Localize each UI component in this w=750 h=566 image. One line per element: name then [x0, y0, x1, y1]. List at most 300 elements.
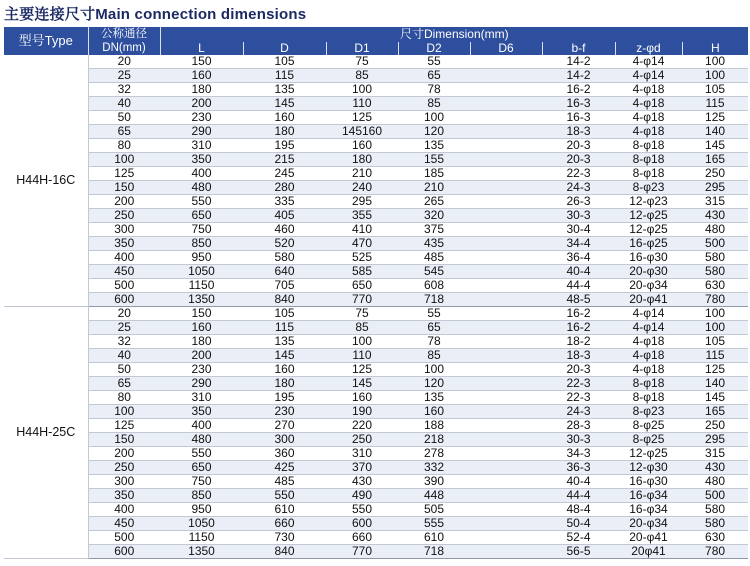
table-row	[4, 265, 748, 279]
table-cell: 160	[326, 391, 398, 405]
table-cell: 730	[243, 531, 326, 545]
table-cell	[470, 83, 542, 97]
table-cell	[470, 223, 542, 237]
table-cell: 135	[398, 139, 470, 153]
table-cell: 16-φ30	[615, 475, 682, 489]
table-cell: 12-φ25	[615, 447, 682, 461]
table-cell: 20-φ34	[615, 517, 682, 531]
table-cell: 8-φ23	[615, 181, 682, 195]
table-cell: 85	[326, 321, 398, 335]
column-header-b-f: b-f	[542, 42, 615, 55]
table-cell: 16-φ34	[615, 503, 682, 517]
table-cell: 18-3	[542, 349, 615, 363]
table-cell: 120	[398, 125, 470, 139]
table-cell: 332	[398, 461, 470, 475]
table-cell: 160	[243, 363, 326, 377]
table-cell: 580	[243, 251, 326, 265]
table-cell: 520	[243, 237, 326, 251]
table-cell: 20φ41	[615, 545, 682, 559]
table-cell: 295	[682, 433, 748, 447]
table-cell: 770	[326, 293, 398, 307]
table-cell: 125	[88, 167, 160, 181]
table-cell: 52-4	[542, 531, 615, 545]
table-cell: 24-3	[542, 405, 615, 419]
column-header-z-phi-d: z-φd	[615, 42, 682, 55]
table-cell: 230	[160, 363, 243, 377]
table-cell: 180	[326, 153, 398, 167]
table-cell: 580	[682, 265, 748, 279]
table-cell: 375	[398, 223, 470, 237]
table-cell	[470, 363, 542, 377]
table-cell: 430	[682, 209, 748, 223]
table-cell: 26-3	[542, 195, 615, 209]
table-cell: 145	[243, 97, 326, 111]
table-cell: 400	[160, 167, 243, 181]
table-cell: 585	[326, 265, 398, 279]
table-row	[4, 461, 748, 475]
table-cell: 24-3	[542, 181, 615, 195]
table-cell: 705	[243, 279, 326, 293]
table-cell: 600	[88, 545, 160, 559]
table-cell: 16-φ34	[615, 489, 682, 503]
table-cell: 430	[326, 475, 398, 489]
table-cell: 195	[243, 139, 326, 153]
table-cell: 18-2	[542, 335, 615, 349]
table-cell: 34-3	[542, 447, 615, 461]
table-cell: 750	[160, 223, 243, 237]
table-cell: 490	[326, 489, 398, 503]
table-cell: 400	[160, 419, 243, 433]
table-cell: 390	[398, 475, 470, 489]
table-cell	[470, 545, 542, 559]
table-cell: 295	[326, 195, 398, 209]
table-cell: 718	[398, 293, 470, 307]
table-cell: 100	[326, 83, 398, 97]
table-cell: 125	[326, 363, 398, 377]
table-cell: 12-φ25	[615, 209, 682, 223]
table-cell: 16-3	[542, 97, 615, 111]
table-cell: 22-3	[542, 167, 615, 181]
table-cell: 16-φ30	[615, 251, 682, 265]
table-cell: 780	[682, 293, 748, 307]
table-cell: 218	[398, 433, 470, 447]
type-cell: H44H-25C	[4, 307, 88, 559]
table-row	[4, 447, 748, 461]
dn-label-cn: 公称通径	[101, 28, 147, 40]
table-cell: 4-φ14	[615, 307, 682, 321]
table-cell: 485	[398, 251, 470, 265]
table-cell: 315	[682, 195, 748, 209]
table-cell: 640	[243, 265, 326, 279]
column-header-h: H	[682, 42, 748, 55]
table-cell: 100	[682, 307, 748, 321]
table-cell: 105	[243, 55, 326, 69]
table-cell: 65	[398, 321, 470, 335]
table-cell: 4-φ14	[615, 321, 682, 335]
table-cell: 550	[160, 447, 243, 461]
table-cell: 500	[682, 489, 748, 503]
table-cell: 115	[682, 97, 748, 111]
table-row	[4, 195, 748, 209]
table-cell: 660	[326, 531, 398, 545]
table-cell: 350	[88, 237, 160, 251]
table-cell: 230	[243, 405, 326, 419]
table-cell: 140	[682, 377, 748, 391]
column-header-d: D	[243, 42, 326, 55]
table-row	[4, 517, 748, 531]
table-cell: 160	[243, 111, 326, 125]
table-row	[4, 433, 748, 447]
table-row	[4, 335, 748, 349]
table-cell: 180	[243, 377, 326, 391]
table-cell: 220	[326, 419, 398, 433]
table-cell: 105	[243, 307, 326, 321]
table-cell: 16-2	[542, 83, 615, 97]
table-cell: 14-2	[542, 55, 615, 69]
table-cell: 145	[682, 139, 748, 153]
table-cell: 40	[88, 349, 160, 363]
table-cell: 190	[326, 405, 398, 419]
table-cell: 500	[88, 279, 160, 293]
table-cell: 22-3	[542, 377, 615, 391]
table-cell: 8-φ18	[615, 391, 682, 405]
table-cell: 470	[326, 237, 398, 251]
table-cell: 145	[682, 391, 748, 405]
table-cell: 125	[88, 419, 160, 433]
table-cell: 150	[160, 55, 243, 69]
table-cell: 4-φ18	[615, 111, 682, 125]
table-cell	[470, 461, 542, 475]
table-cell: 310	[160, 391, 243, 405]
table-cell: 160	[160, 69, 243, 83]
table-cell	[470, 349, 542, 363]
table-cell	[470, 111, 542, 125]
table-cell: 245	[243, 167, 326, 181]
table-cell: 75	[326, 55, 398, 69]
table-cell	[470, 55, 542, 69]
table-cell: 525	[326, 251, 398, 265]
table-cell: 400	[88, 503, 160, 517]
table-cell: 335	[243, 195, 326, 209]
table-cell: 545	[398, 265, 470, 279]
table-cell: 110	[326, 97, 398, 111]
table-cell: 250	[682, 167, 748, 181]
table-cell: 44-4	[542, 489, 615, 503]
table-cell	[470, 531, 542, 545]
table-cell: 250	[88, 461, 160, 475]
column-header-d1: D1	[326, 42, 398, 55]
table-cell: 1350	[160, 293, 243, 307]
table-cell: 100	[326, 335, 398, 349]
table-cell: 215	[243, 153, 326, 167]
table-cell: 75	[326, 307, 398, 321]
table-cell: 200	[160, 97, 243, 111]
table-cell: 20-3	[542, 139, 615, 153]
table-row	[4, 237, 748, 251]
table-cell: 580	[682, 517, 748, 531]
table-cell	[470, 153, 542, 167]
table-cell: 12-φ30	[615, 461, 682, 475]
table-cell: 505	[398, 503, 470, 517]
table-cell	[470, 139, 542, 153]
table-cell: 20	[88, 55, 160, 69]
table-cell: 32	[88, 83, 160, 97]
table-cell: 200	[88, 195, 160, 209]
table-row	[4, 181, 748, 195]
table-cell: 135	[243, 335, 326, 349]
table-cell: 20-φ34	[615, 279, 682, 293]
table-cell: 8-φ18	[615, 139, 682, 153]
table-cell: 210	[398, 181, 470, 195]
table-cell	[470, 307, 542, 321]
table-cell: 840	[243, 293, 326, 307]
table-cell: 100	[88, 153, 160, 167]
table-cell: 25	[88, 321, 160, 335]
table-cell: 315	[682, 447, 748, 461]
table-row	[4, 279, 748, 293]
table-cell: 600	[326, 517, 398, 531]
table-cell: 12-φ23	[615, 195, 682, 209]
table-cell: 295	[682, 181, 748, 195]
column-header-l: L	[160, 42, 243, 55]
table-cell: 610	[398, 531, 470, 545]
table-cell: 25	[88, 69, 160, 83]
table-row	[4, 97, 748, 111]
table-cell: 1050	[160, 265, 243, 279]
table-cell: 100	[682, 55, 748, 69]
table-cell: 125	[326, 111, 398, 125]
table-cell: 155	[398, 153, 470, 167]
table-cell: 65	[398, 69, 470, 83]
table-cell: 480	[682, 223, 748, 237]
table-cell: 350	[160, 153, 243, 167]
table-row	[4, 209, 748, 223]
table-cell: 30-3	[542, 433, 615, 447]
table-cell: 750	[160, 475, 243, 489]
table-cell	[470, 265, 542, 279]
table-cell: 100	[398, 111, 470, 125]
table-cell: 550	[243, 489, 326, 503]
table-cell: 250	[326, 433, 398, 447]
table-cell: 16-φ25	[615, 237, 682, 251]
table-body	[4, 55, 748, 559]
table-cell: 270	[243, 419, 326, 433]
table-row	[4, 293, 748, 307]
table-cell: 630	[682, 531, 748, 545]
table-row	[4, 377, 748, 391]
table-cell: 30-4	[542, 223, 615, 237]
table-cell: 8-φ18	[615, 153, 682, 167]
dimension-group-header: 尺寸Dimension(mm)	[160, 27, 748, 42]
table-row	[4, 55, 748, 69]
table-cell: 290	[160, 125, 243, 139]
table-cell: 630	[682, 279, 748, 293]
table-cell: 40	[88, 97, 160, 111]
table-cell: 16-3	[542, 111, 615, 125]
table-cell: 210	[326, 167, 398, 181]
table-row	[4, 405, 748, 419]
table-cell: 450	[88, 517, 160, 531]
table-cell: 1350	[160, 545, 243, 559]
table-cell: 125	[682, 363, 748, 377]
table-cell: 145	[326, 377, 398, 391]
table-cell	[470, 391, 542, 405]
table-cell: 20-3	[542, 153, 615, 167]
table-cell: 410	[326, 223, 398, 237]
table-cell: 660	[243, 517, 326, 531]
table-cell: 100	[88, 405, 160, 419]
table-cell: 115	[682, 349, 748, 363]
table-cell: 770	[326, 545, 398, 559]
table-cell: 180	[160, 335, 243, 349]
table-cell: 30-3	[542, 209, 615, 223]
table-cell: 485	[243, 475, 326, 489]
table-cell: 1050	[160, 517, 243, 531]
table-cell: 78	[398, 83, 470, 97]
table-cell: 265	[398, 195, 470, 209]
table-cell: 320	[398, 209, 470, 223]
table-cell: 250	[88, 209, 160, 223]
table-cell: 1150	[160, 531, 243, 545]
table-cell	[470, 209, 542, 223]
table-cell: 435	[398, 237, 470, 251]
table-row	[4, 363, 748, 377]
table-cell	[470, 181, 542, 195]
table-cell: 100	[398, 363, 470, 377]
table-cell: 8-φ25	[615, 433, 682, 447]
table-cell	[470, 195, 542, 209]
table-row	[4, 223, 748, 237]
table-cell: 600	[88, 293, 160, 307]
table-cell	[470, 447, 542, 461]
table-cell: 195	[243, 391, 326, 405]
table-cell: 185	[398, 167, 470, 181]
table-cell: 180	[160, 83, 243, 97]
table-cell: 300	[243, 433, 326, 447]
table-cell: 850	[160, 237, 243, 251]
table-cell	[470, 475, 542, 489]
table-cell: 65	[88, 125, 160, 139]
table-cell	[470, 321, 542, 335]
table-cell: 180	[243, 125, 326, 139]
table-row	[4, 125, 748, 139]
table-cell: 280	[243, 181, 326, 195]
table-cell: 4-φ18	[615, 125, 682, 139]
table-cell: 32	[88, 335, 160, 349]
table-cell: 16-2	[542, 307, 615, 321]
table-cell: 36-4	[542, 251, 615, 265]
table-cell: 36-3	[542, 461, 615, 475]
table-row	[4, 69, 748, 83]
table-cell: 500	[682, 237, 748, 251]
table-cell: 555	[398, 517, 470, 531]
table-cell: 85	[326, 69, 398, 83]
table-cell: 8-φ25	[615, 419, 682, 433]
table-cell: 200	[160, 349, 243, 363]
table-cell: 145160	[326, 125, 398, 139]
table-cell	[470, 433, 542, 447]
table-cell: 780	[682, 545, 748, 559]
table-cell: 18-3	[542, 125, 615, 139]
table-cell: 500	[88, 531, 160, 545]
table-cell: 50-4	[542, 517, 615, 531]
table-cell: 40-4	[542, 475, 615, 489]
table-cell: 4-φ18	[615, 97, 682, 111]
table-cell: 55	[398, 55, 470, 69]
table-cell: 48-4	[542, 503, 615, 517]
table-cell: 150	[160, 307, 243, 321]
table-row	[4, 419, 748, 433]
table-cell: 165	[682, 153, 748, 167]
table-cell: 550	[326, 503, 398, 517]
dn-label-en: DN(mm)	[102, 42, 146, 54]
table-cell: 580	[682, 503, 748, 517]
table-cell: 20-3	[542, 363, 615, 377]
table-row	[4, 307, 748, 321]
table-cell: 650	[160, 461, 243, 475]
table-cell: 580	[682, 251, 748, 265]
table-row	[4, 139, 748, 153]
table-cell: 55	[398, 307, 470, 321]
table-cell: 85	[398, 97, 470, 111]
table-cell	[470, 279, 542, 293]
table-row	[4, 153, 748, 167]
table-cell: 135	[243, 83, 326, 97]
table-row	[4, 391, 748, 405]
table-cell: 85	[398, 349, 470, 363]
table-cell: 165	[682, 405, 748, 419]
table-cell: 480	[160, 433, 243, 447]
table-row	[4, 251, 748, 265]
table-cell: 4-φ14	[615, 55, 682, 69]
table-cell: 300	[88, 475, 160, 489]
table-cell: 135	[398, 391, 470, 405]
table-cell: 8-φ18	[615, 167, 682, 181]
table-cell: 4-φ18	[615, 349, 682, 363]
table-cell: 718	[398, 545, 470, 559]
table-cell	[470, 167, 542, 181]
table-cell: 450	[88, 265, 160, 279]
table-cell: 840	[243, 545, 326, 559]
table-cell: 22-3	[542, 391, 615, 405]
table-cell: 78	[398, 335, 470, 349]
table-cell: 20	[88, 307, 160, 321]
table-cell: 608	[398, 279, 470, 293]
table-cell: 14-2	[542, 69, 615, 83]
table-cell: 12-φ25	[615, 223, 682, 237]
table-row	[4, 503, 748, 517]
table-cell: 278	[398, 447, 470, 461]
table-cell	[470, 405, 542, 419]
table-cell: 850	[160, 489, 243, 503]
table-cell: 56-5	[542, 545, 615, 559]
table-cell: 150	[88, 181, 160, 195]
table-cell	[470, 335, 542, 349]
table-cell: 200	[88, 447, 160, 461]
table-cell: 100	[682, 69, 748, 83]
table-cell	[470, 69, 542, 83]
table-cell: 140	[682, 125, 748, 139]
table-cell: 360	[243, 447, 326, 461]
table-cell: 8-φ18	[615, 377, 682, 391]
table-cell	[470, 503, 542, 517]
table-cell: 370	[326, 461, 398, 475]
table-cell: 405	[243, 209, 326, 223]
table-cell	[470, 377, 542, 391]
table-header	[4, 27, 748, 55]
table-cell: 160	[326, 139, 398, 153]
table-cell: 50	[88, 363, 160, 377]
